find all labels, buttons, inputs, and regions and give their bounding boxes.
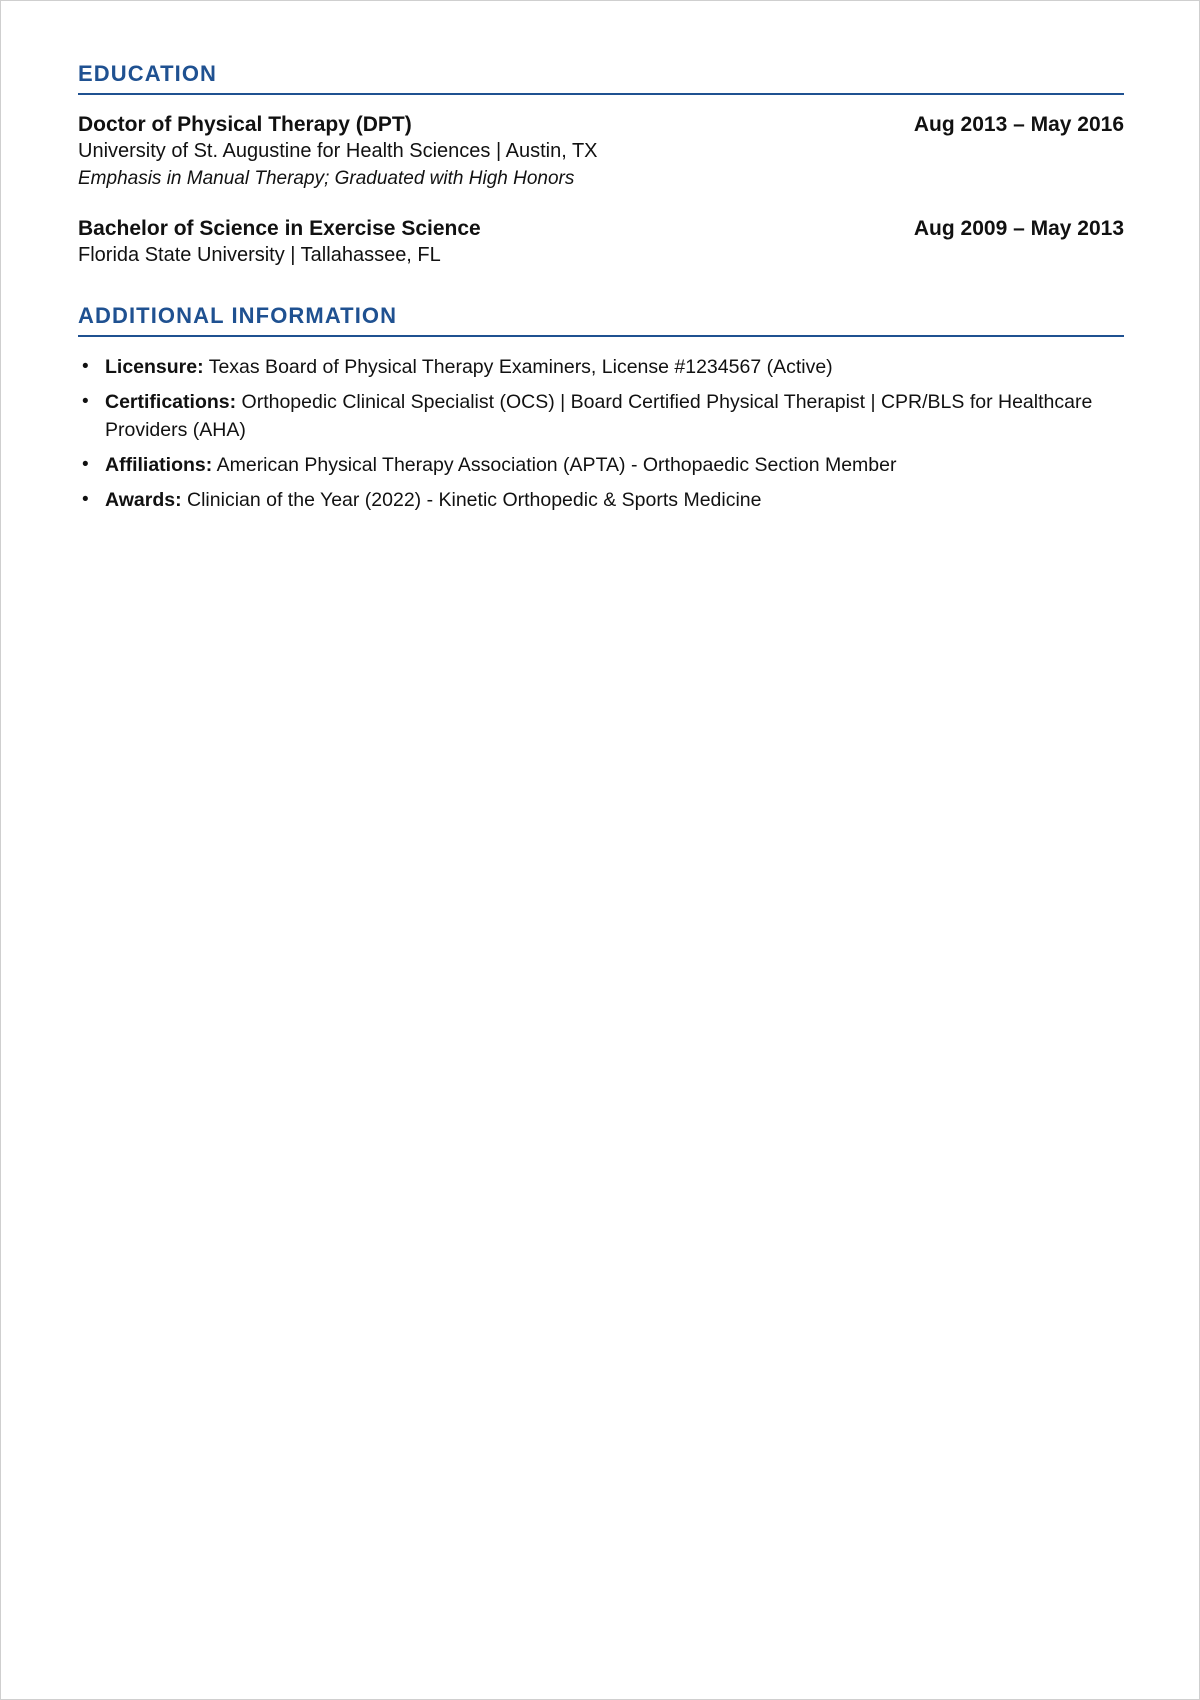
- resume-content: [78, 59, 1124, 521]
- education-entry-header: [78, 215, 1124, 242]
- education-entry-header: [78, 111, 1124, 138]
- education-entry-dpt: [78, 111, 1124, 192]
- list-item-affiliations: [78, 451, 1124, 479]
- bullet-icon: •: [82, 356, 89, 377]
- bullet-icon: •: [82, 391, 89, 412]
- additional-information-list: [78, 353, 1124, 514]
- education-note: Emphasis in Manual Therapy; Graduated with High Honors: [78, 168, 575, 189]
- list-item-awards: [78, 486, 1124, 514]
- bullet-icon: •: [82, 489, 89, 510]
- item-text: Texas Board of Physical Therapy Examiners, License #1234567 (Active): [208, 356, 833, 378]
- education-section: [78, 59, 1124, 269]
- education-entry-bs: [78, 215, 1124, 269]
- item-label: Certifications:: [105, 391, 237, 413]
- degree-title: Doctor of Physical Therapy (DPT): [78, 113, 412, 136]
- school-location: Florida State University | Tallahassee, FL: [78, 244, 441, 266]
- education-divider: [78, 93, 1124, 95]
- degree-dates: Aug 2013 – May 2016: [913, 113, 1124, 136]
- item-label: Awards:: [105, 489, 182, 511]
- school-location: University of St. Augustine for Health Sciences | Austin, TX: [78, 140, 598, 162]
- list-item-licensure: [78, 353, 1124, 381]
- item-text: American Physical Therapy Association (APTA) - Orthopaedic Section Member: [216, 454, 897, 476]
- item-label: Affiliations:: [105, 454, 213, 476]
- additional-information-divider: [78, 335, 1124, 337]
- degree-dates: Aug 2009 – May 2013: [913, 217, 1124, 240]
- item-text: Clinician of the Year (2022) - Kinetic Orthopedic & Sports Medicine: [187, 489, 762, 511]
- list-item-certifications: [78, 388, 1124, 444]
- additional-information-section: [78, 301, 1124, 514]
- bullet-icon: •: [82, 454, 89, 475]
- item-text: Orthopedic Clinical Specialist (OCS) | Board Certified Physical Therapist | CPR/BLS for Healthcare Providers (AHA): [105, 391, 1093, 441]
- education-heading: EDUCATION: [78, 61, 218, 86]
- item-label: Licensure:: [105, 356, 204, 378]
- additional-information-heading: ADDITIONAL INFORMATION: [78, 303, 398, 328]
- degree-title: Bachelor of Science in Exercise Science: [78, 217, 481, 240]
